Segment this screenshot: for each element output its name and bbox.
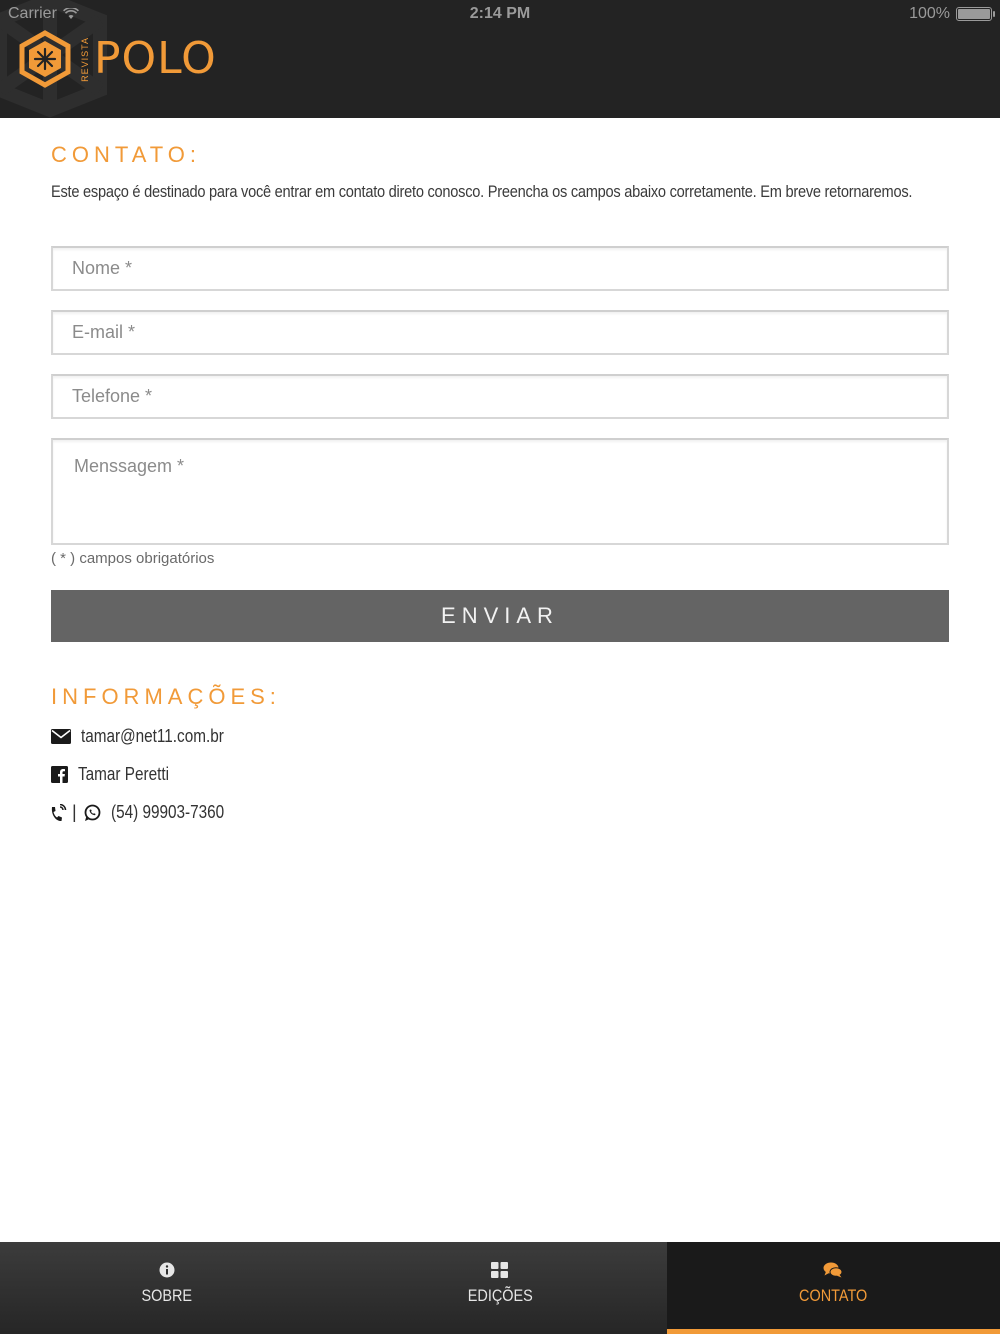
info-email: tamar@net11.com.br (81, 726, 224, 746)
info-facebook: Tamar Peretti (78, 764, 169, 784)
chat-icon (823, 1262, 843, 1278)
whatsapp-icon (83, 804, 101, 822)
contato-title: CONTATO: (51, 142, 201, 167)
phone-separator: | (72, 802, 77, 822)
info-phone: (54) 99903-7360 (110, 802, 224, 822)
info-icon (159, 1262, 175, 1278)
tab-contato-label: CONTATO (799, 1286, 868, 1305)
status-battery (909, 5, 992, 23)
logo-revista: REVISTA (80, 36, 90, 82)
status-time: 2:14 PM (469, 5, 531, 22)
tab-edicoes-label: EDIÇÕES (467, 1286, 533, 1305)
logo-hexagon-icon (18, 30, 72, 88)
enviar-button[interactable]: ENVIAR (51, 590, 949, 642)
contato-intro: Este espaço é destinado para você entrar em contato direto conosco. Preencha os campos abaixo corretamente. Em breve retornaremos. (51, 182, 913, 201)
grid-icon (491, 1262, 508, 1278)
info-email-row[interactable] (51, 726, 249, 747)
carrier-label: Carrier (8, 5, 57, 22)
telefone-input[interactable] (53, 376, 947, 417)
logo-word: POLO (94, 33, 217, 84)
app-header (0, 0, 1000, 118)
tab-bar (0, 1242, 1000, 1334)
nome-input[interactable] (53, 248, 947, 289)
battery-icon (956, 7, 992, 21)
info-facebook-row[interactable] (51, 764, 185, 785)
nome-field (51, 246, 949, 291)
facebook-icon (51, 766, 68, 783)
tab-sobre-label: SOBRE (141, 1286, 192, 1305)
informacoes-title: INFORMAÇÕES: (51, 684, 281, 709)
tab-contato[interactable] (667, 1242, 1000, 1334)
phone-volume-icon (51, 804, 67, 822)
email-field (51, 310, 949, 355)
email-input[interactable] (53, 312, 947, 353)
battery-percent: 100% (909, 5, 950, 22)
required-fields-note: ( * ) campos obrigatórios (51, 550, 215, 567)
mensagem-textarea[interactable] (53, 440, 947, 543)
tab-edicoes[interactable] (333, 1242, 666, 1334)
envelope-icon (51, 729, 71, 744)
info-phone-row[interactable] (51, 802, 244, 823)
mensagem-field (51, 438, 949, 545)
logo (18, 30, 217, 88)
status-bar (0, 0, 1000, 28)
tab-sobre[interactable] (0, 1242, 333, 1334)
telefone-field (51, 374, 949, 419)
